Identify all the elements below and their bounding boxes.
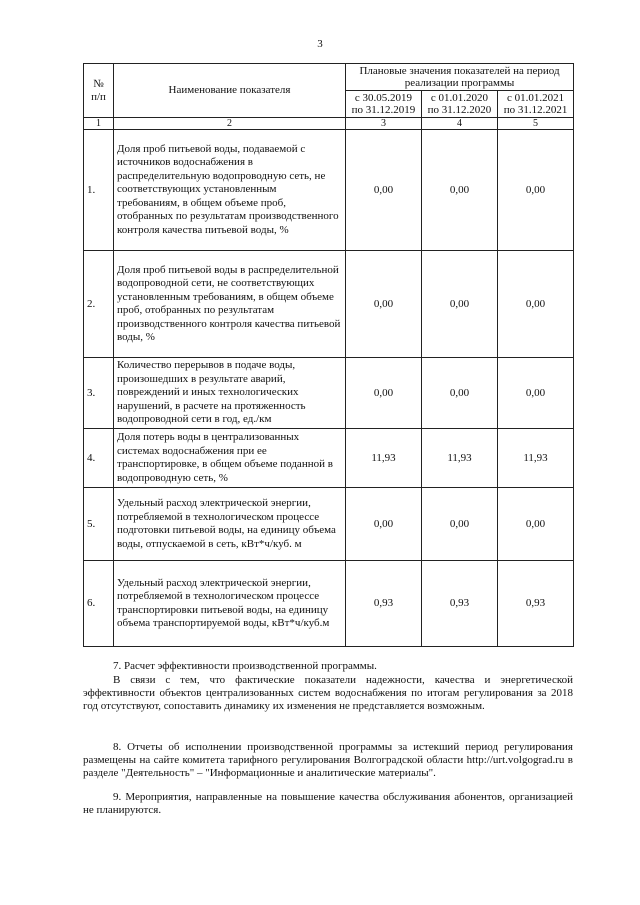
indicator-value: 11,93	[422, 429, 498, 488]
section-9-block	[83, 791, 573, 817]
row-number: 1.	[84, 130, 114, 251]
indicators-table	[83, 63, 574, 647]
indicator-value: 0,00	[498, 358, 574, 429]
row-number: 5.	[84, 488, 114, 561]
indicator-value: 0,00	[346, 251, 422, 358]
row-number: 4.	[84, 429, 114, 488]
page-number: 3	[317, 38, 323, 50]
indicator-name: Доля проб питьевой воды, подаваемой с источников водоснабжения в распределительную водопроводную сеть, не соответствующих установленным требованиям, в общем объеме проб, отобранных по результатам производственного контроля качества питьевой воды, %	[114, 130, 346, 251]
indicator-name: Удельный расход электрической энергии, потребляемой в технологическом процессе подготовки питьевой воды, на единицу объема воды, отпускаемой в сеть, кВт*ч/куб. м	[114, 488, 346, 561]
indicator-value: 0,00	[346, 488, 422, 561]
section-7-text-block	[83, 674, 573, 713]
indicator-name: Доля проб питьевой воды в распределительной водопроводной сети, не соответствующих установленным требованиям, в общем объеме проб, отобранных по результатам производственного контроля качества питьевой воды, %	[114, 251, 346, 358]
table-row	[84, 130, 574, 251]
indicator-value: 0,00	[422, 251, 498, 358]
header-plan: Плановые значения показателей на период реализации программы	[346, 64, 574, 91]
row-number: 6.	[84, 561, 114, 647]
indicator-value: 0,93	[346, 561, 422, 647]
column-number: 1	[84, 118, 114, 130]
indicator-name: Доля потерь воды в централизованных системах водоснабжения при ее транспортировке, в общем объеме поданной в водопроводную сеть, %	[114, 429, 346, 488]
header-num: № п/п	[84, 64, 114, 118]
section-9-text: 9. Мероприятия, направленные на повышение качества обслуживания абонентов, организацией не планируются.	[83, 791, 573, 816]
indicator-value: 0,00	[346, 358, 422, 429]
indicator-value: 0,00	[498, 488, 574, 561]
section-8-text: 8. Отчеты об исполнении производственной программы за истекший период регулирования размещены на сайте комитета тарифного регулирования Волгоградской области http://urt.volgograd.ru в разделе "Деятельность" – "Информационные и аналитические материалы".	[83, 741, 573, 779]
row-number: 2.	[84, 251, 114, 358]
table-row	[84, 561, 574, 647]
table-row	[84, 358, 574, 429]
indicator-value: 11,93	[346, 429, 422, 488]
header-period: с 30.05.2019 по 31.12.2019	[346, 91, 422, 118]
column-number: 4	[422, 118, 498, 130]
indicator-name: Удельный расход электрической энергии, потребляемой в технологическом процессе транспортировки питьевой воды, на единицу объема транспортируемой воды, кВт*ч/куб.м	[114, 561, 346, 647]
section-7-heading-block	[83, 660, 573, 673]
section-7-text: В связи с тем, что фактические показатели надежности, качества и энергетической эффективности объектов централизованных систем водоснабжения по итогам регулирования за 2018 год отсутствуют, сопоставить динамику их изменения не представляется возможным.	[83, 674, 573, 712]
indicator-value: 0,00	[422, 130, 498, 251]
column-number: 3	[346, 118, 422, 130]
indicator-value: 0,00	[498, 251, 574, 358]
header-name: Наименование показателя	[114, 64, 346, 118]
header-period: с 01.01.2020 по 31.12.2020	[422, 91, 498, 118]
row-number: 3.	[84, 358, 114, 429]
section-8-block	[83, 741, 573, 780]
indicator-value: 0,00	[498, 130, 574, 251]
indicator-value: 11,93	[498, 429, 574, 488]
table-row	[84, 488, 574, 561]
column-number: 2	[114, 118, 346, 130]
indicator-name: Количество перерывов в подаче воды, произошедших в результате аварий, повреждений и иных технологических нарушений, в расчете на протяженность водопроводной сети в год, ед./км	[114, 358, 346, 429]
indicator-value: 0,00	[346, 130, 422, 251]
indicator-value: 0,93	[422, 561, 498, 647]
indicator-value: 0,93	[498, 561, 574, 647]
column-number: 5	[498, 118, 574, 130]
header-period: с 01.01.2021 по 31.12.2021	[498, 91, 574, 118]
indicator-value: 0,00	[422, 358, 498, 429]
table-row	[84, 429, 574, 488]
table-row	[84, 251, 574, 358]
section-7-heading: 7. Расчет эффективности производственной программы.	[113, 660, 377, 672]
indicator-value: 0,00	[422, 488, 498, 561]
